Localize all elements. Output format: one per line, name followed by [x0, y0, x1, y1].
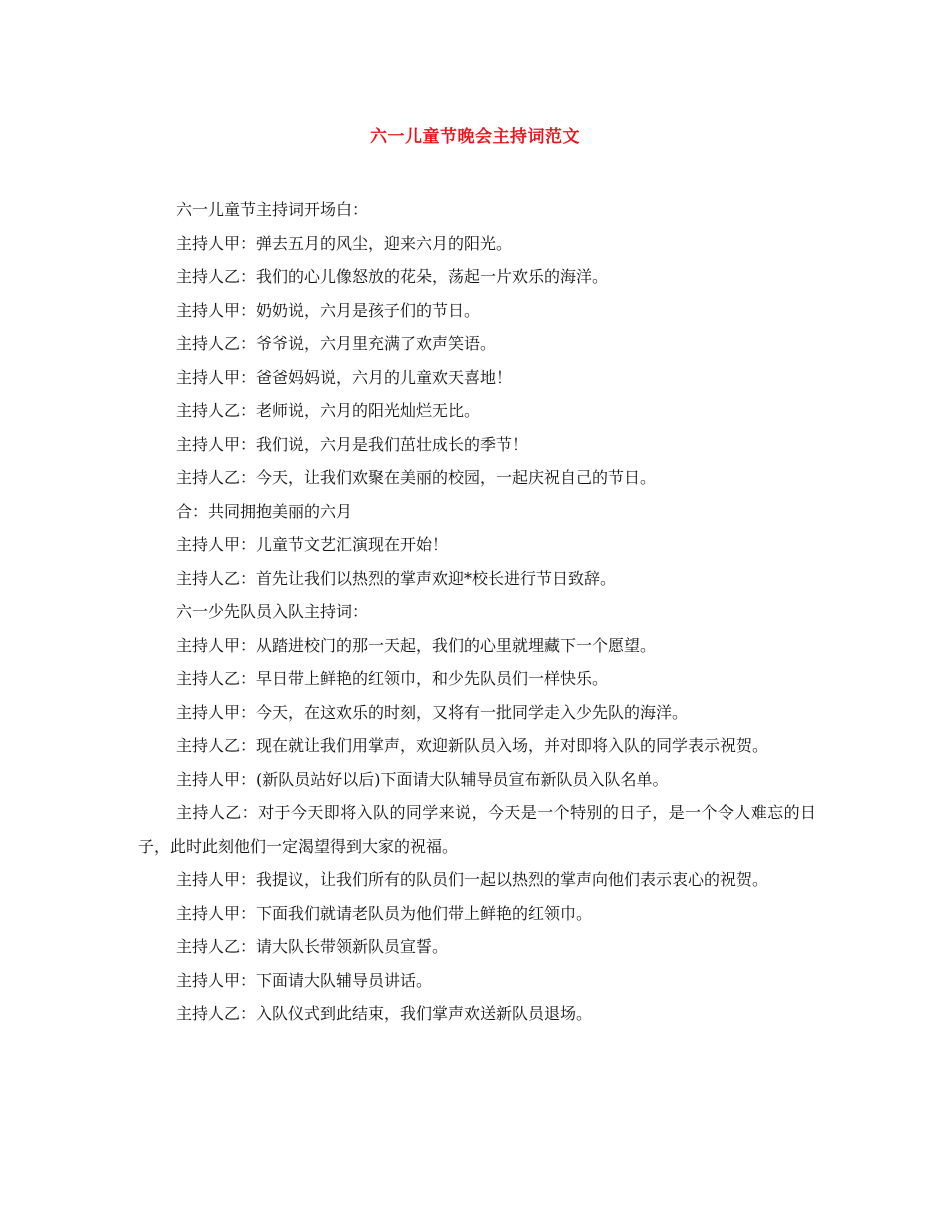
- dialogue-line: 主持人乙：今天，让我们欢聚在美丽的校园，一起庆祝自己的节日。: [176, 468, 657, 487]
- dialogue-line: 主持人乙：早日带上鲜艳的红领巾，和少先队员们一样快乐。: [176, 669, 609, 688]
- dialogue-line: 合：共同拥抱美丽的六月: [176, 501, 353, 521]
- dialogue-line: 主持人乙：现在就让我们用掌声，欢迎新队员入场，并对即将入队的同学表示祝贺。: [176, 736, 769, 755]
- dialogue-line: 主持人乙：首先让我们以热烈的掌声欢迎*校长进行节日致辞。: [176, 568, 617, 588]
- dialogue-line: 主持人乙：我们的心儿像怒放的花朵，荡起一片欢乐的海洋。: [176, 267, 609, 286]
- dialogue-line: 主持人甲：下面我们就请老队员为他们带上鲜艳的红领巾。: [176, 903, 593, 923]
- document-title: 六一儿童节晚会主持词范文: [370, 127, 580, 147]
- dialogue-line: 主持人甲：(新队员站好以后)下面请大队辅导员宣布新队员入队名单。: [176, 769, 669, 789]
- dialogue-line: 主持人甲：从踏进校门的那一天起，我们的心里就埋藏下一个愿望。: [176, 635, 657, 655]
- dialogue-line: 主持人甲：儿童节文艺汇演现在开始！: [176, 535, 449, 554]
- dialogue-line: 主持人甲：我们说，六月是我们茁壮成长的季节！: [176, 434, 529, 454]
- section-heading-induction: 六一少先队员入队主持词：: [176, 602, 369, 621]
- dialogue-line: 主持人甲：奶奶说，六月是孩子们的节日。: [176, 300, 481, 320]
- dialogue-line: 主持人甲：今天，在这欢乐的时刻，又将有一批同学走入少先队的海洋。: [176, 702, 689, 722]
- section-heading-opening: 六一儿童节主持词开场白：: [176, 200, 369, 219]
- dialogue-line: 主持人甲：弹去五月的风尘，迎来六月的阳光。: [176, 233, 513, 253]
- dialogue-line: 主持人乙：入队仪式到此结束，我们掌声欢送新队员退场。: [176, 1004, 593, 1023]
- dialogue-line: 主持人乙：请大队长带领新队员宣誓。: [176, 937, 449, 956]
- dialogue-line: 主持人甲：爸爸妈妈说，六月的儿童欢天喜地！: [176, 367, 513, 387]
- dialogue-line: 主持人乙：爷爷说，六月里充满了欢声笑语。: [176, 334, 497, 353]
- dialogue-line: 主持人甲：下面请大队辅导员讲话。: [176, 970, 433, 990]
- document-body: [138, 193, 816, 1031]
- dialogue-line: 主持人乙：老师说，六月的阳光灿烂无比。: [176, 401, 481, 420]
- dialogue-line: 主持人甲：我提议，让我们所有的队员们一起以热烈的掌声向他们表示衷心的祝贺。: [176, 870, 769, 889]
- dialogue-line: 主持人乙：对于今天即将入队的同学来说，今天是一个特别的日子，是一个令人难忘的日子，此时此刻他们一定渴望得到大家的祝福。: [138, 803, 816, 856]
